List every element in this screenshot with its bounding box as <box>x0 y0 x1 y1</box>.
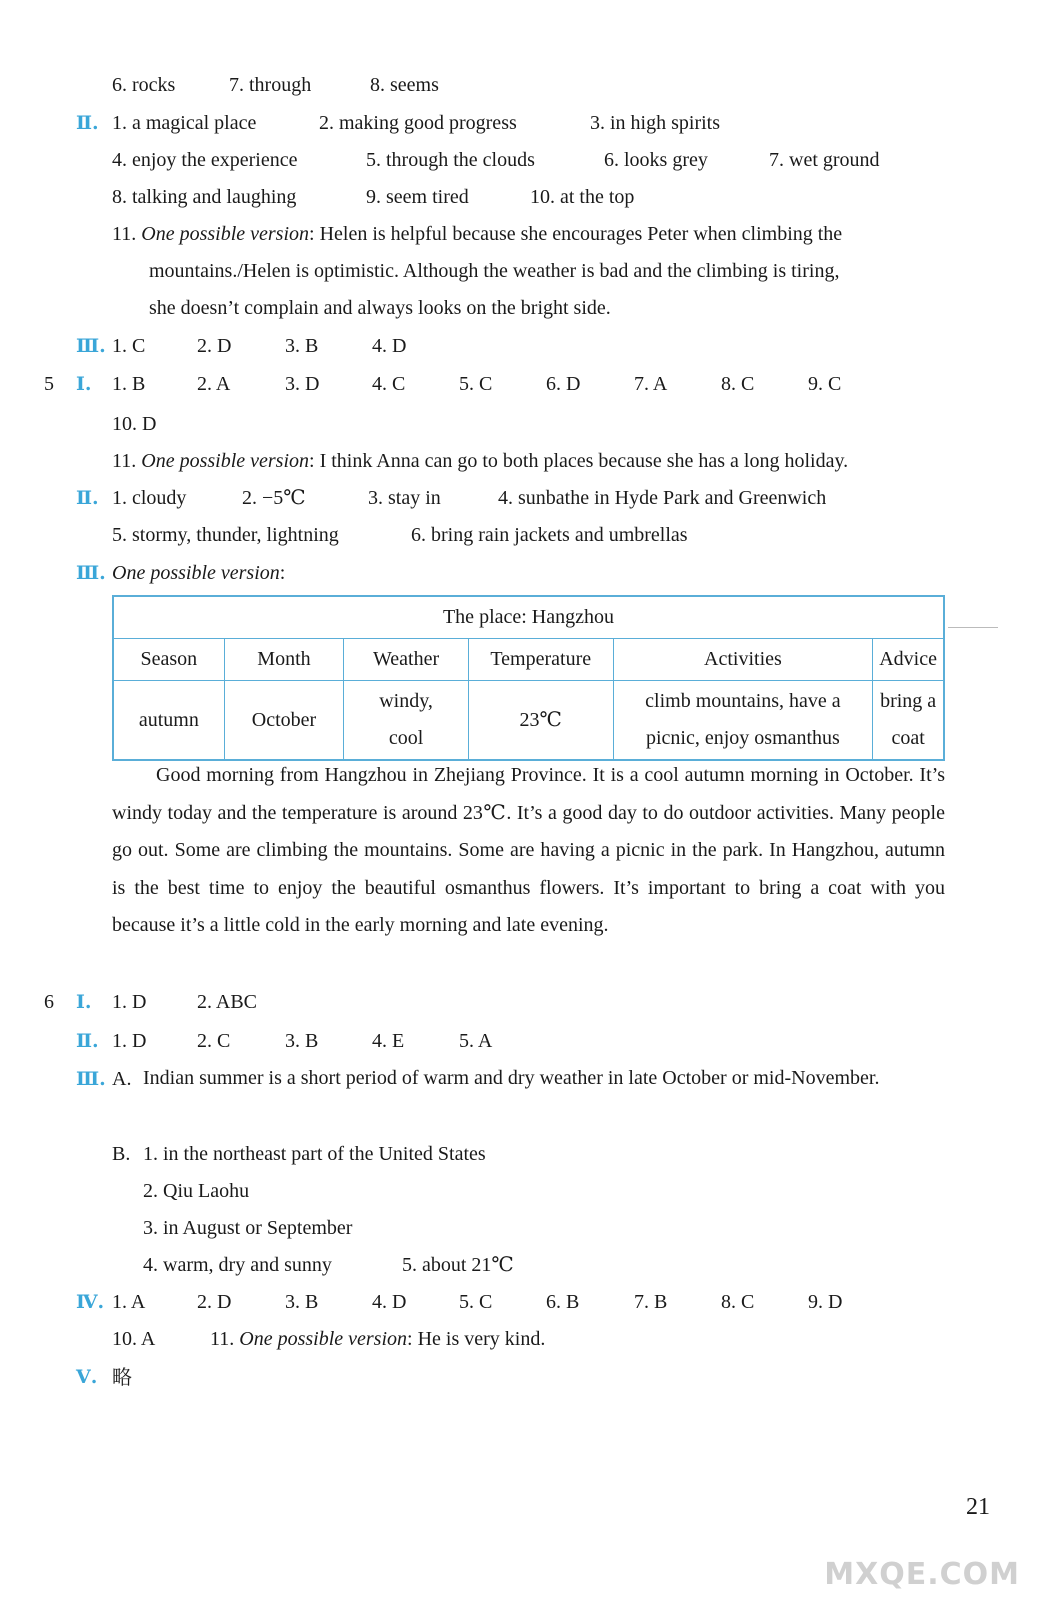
column-header: Temperature <box>468 639 613 681</box>
page-number: 21 <box>966 1494 990 1520</box>
answer-text: she doesn’t complain and always looks on the bright side. <box>149 297 611 319</box>
answer-item: 4. D <box>372 335 407 357</box>
answer-item: 5. A <box>459 1030 493 1052</box>
question-number: 11. <box>112 450 137 472</box>
answer-item: 5. through the clouds <box>366 149 535 171</box>
answer-item: 略 <box>112 1365 132 1389</box>
answer-item: 3. D <box>285 373 320 395</box>
answer-item: 5. about 21℃ <box>402 1254 514 1276</box>
question-number: 11. <box>210 1328 235 1350</box>
answer-item: 1. A <box>112 1291 146 1313</box>
section-marker-ii: Ⅱ. <box>76 112 99 134</box>
answer-item: 6. D <box>546 373 581 395</box>
answer-item: 6. looks grey <box>604 149 708 171</box>
answer-item: 8. C <box>721 1291 755 1313</box>
cell-line: picnic, enjoy osmanthus <box>645 727 840 749</box>
column-header: Month <box>224 639 344 681</box>
answer-text: Indian summer is a short period of warm and dry weather in late October or mid-November. <box>143 1067 880 1089</box>
cell-line: windy, <box>379 690 433 712</box>
answer-item: 8. talking and laughing <box>112 186 297 208</box>
q11-answer <box>210 1326 545 1352</box>
column-header: Advice <box>873 639 944 681</box>
answer-item: 3. stay in <box>368 487 441 509</box>
answer-item: 9. C <box>808 373 842 395</box>
section-marker-i: Ⅰ. <box>76 991 92 1013</box>
cell-line: cool <box>388 727 424 749</box>
answer-text: mountains./Helen is optimistic. Although the weather is bad and the climbing is tiring, <box>149 260 840 282</box>
answer-item: 10. A <box>112 1328 156 1350</box>
answer-item: 7. B <box>634 1291 668 1313</box>
answer-item: 5. C <box>459 1291 493 1313</box>
answer-item: 1. cloudy <box>112 487 187 509</box>
section-marker-v: Ⅴ. <box>76 1366 98 1388</box>
answer-item: 2. making good progress <box>319 112 517 134</box>
answer-item: 6. rocks <box>112 74 176 96</box>
section-marker-ii: Ⅱ. <box>76 1030 99 1052</box>
table-title: The place: Hangzhou <box>113 596 944 639</box>
table-cell: 23℃ <box>468 681 613 761</box>
unit-number: 5 <box>44 373 54 395</box>
sample-paragraph: Good morning from Hangzhou in Zhejiang Province. It is a cool autumn morning in October. It’s windy today and the temperature is around 23℃. It’s a good day to do outdoor activities. Many people go out. Some are climbing the mountains. Some are having a picnic in the park. In Hangzhou, autumn is the best time to enjoy the beautiful osmanthus flowers. It’s important to bring a coat with you because it’s a little cold in the early morning and late evening. <box>112 764 945 936</box>
table-row <box>113 681 944 761</box>
answer-item: 7. A <box>634 373 668 395</box>
answer-item: 9. seem tired <box>366 186 469 208</box>
section-marker-i: Ⅰ. <box>76 373 92 395</box>
answer-item: 8. C <box>721 373 755 395</box>
answer-item: 6. B <box>546 1291 580 1313</box>
answer-item: 3. B <box>285 1030 319 1052</box>
watermark: MXQE.COM <box>824 1557 1020 1592</box>
table-cell <box>613 681 873 761</box>
answer-item: 3. in August or September <box>143 1217 353 1239</box>
answer-item: 1. in the northeast part of the United States <box>143 1143 486 1165</box>
column-header: Season <box>113 639 224 681</box>
answer-item: 2. A <box>197 373 231 395</box>
possible-version-label: One possible version <box>141 223 310 245</box>
column-header: Activities <box>613 639 873 681</box>
answer-item: 2. −5℃ <box>242 487 306 509</box>
answer-item: 2. D <box>197 1291 232 1313</box>
answer-item: 10. at the top <box>530 186 635 208</box>
possible-version-label: One possible version <box>141 450 310 472</box>
cell-line: climb mountains, have a <box>645 690 841 712</box>
answer-item: 2. ABC <box>197 991 258 1013</box>
decorative-rule <box>948 627 998 628</box>
answer-item: 7. wet ground <box>769 149 880 171</box>
possible-version-label: One possible version <box>239 1328 408 1350</box>
answer-item: 1. a magical place <box>112 112 257 134</box>
answer-item: 2. Qiu Laohu <box>143 1180 250 1202</box>
answer-item: 10. D <box>112 413 157 435</box>
answer-item: 3. B <box>285 335 319 357</box>
section-marker-iii: Ⅲ. <box>76 1068 106 1090</box>
answer-item: 1. D <box>112 1030 147 1052</box>
answer-item: 1. D <box>112 991 147 1013</box>
table-cell: bring a coat <box>873 681 944 761</box>
answer-item: 4. C <box>372 373 406 395</box>
answer-item: 3. B <box>285 1291 319 1313</box>
answer-text: : I think Anna can go to both places because she has a long holiday. <box>309 450 849 472</box>
answer-text: : He is very kind. <box>407 1328 546 1350</box>
answer-item: 4. D <box>372 1291 407 1313</box>
section-marker-iii: Ⅲ. <box>76 335 106 357</box>
section-marker-ii: Ⅱ. <box>76 487 99 509</box>
answer-item: 1. C <box>112 335 146 357</box>
answer-item: 3. in high spirits <box>590 112 721 134</box>
answer-text: : Helen is helpful because she encourages Peter when climbing the <box>309 223 843 245</box>
answer-item: 4. enjoy the experience <box>112 149 298 171</box>
answer-item: 6. bring rain jackets and umbrellas <box>411 524 688 546</box>
table-header-row <box>113 639 944 681</box>
answer-item: 7. through <box>229 74 312 96</box>
answer-item: 2. C <box>197 1030 231 1052</box>
answer-item: 5. C <box>459 373 493 395</box>
possible-version-heading <box>112 560 285 586</box>
colon: : <box>279 562 286 584</box>
question-number: 11. <box>112 223 137 245</box>
weather-table <box>112 595 945 761</box>
section-marker-iii: Ⅲ. <box>76 562 106 584</box>
answer-item: 9. D <box>808 1291 843 1313</box>
answer-item: 8. seems <box>370 74 439 96</box>
part-label: A. <box>112 1068 132 1090</box>
possible-version-label: One possible version <box>112 562 280 584</box>
answer-item: 2. D <box>197 335 232 357</box>
column-header: Weather <box>344 639 469 681</box>
part-label: B. <box>112 1143 131 1165</box>
section-marker-iv: Ⅳ. <box>76 1291 105 1313</box>
answer-item: 5. stormy, thunder, lightning <box>112 524 339 546</box>
table-cell: autumn <box>113 681 224 761</box>
answer-item: 4. sunbathe in Hyde Park and Greenwich <box>498 487 827 509</box>
table-cell: October <box>224 681 344 761</box>
answer-item: 1. B <box>112 373 146 395</box>
answer-item: 4. warm, dry and sunny <box>143 1254 332 1276</box>
q11-answer <box>112 448 848 474</box>
unit-number: 6 <box>44 991 54 1013</box>
q11-answer <box>112 221 945 247</box>
table-cell <box>344 681 469 761</box>
table-title-row <box>113 596 944 639</box>
answer-item: 4. E <box>372 1030 405 1052</box>
